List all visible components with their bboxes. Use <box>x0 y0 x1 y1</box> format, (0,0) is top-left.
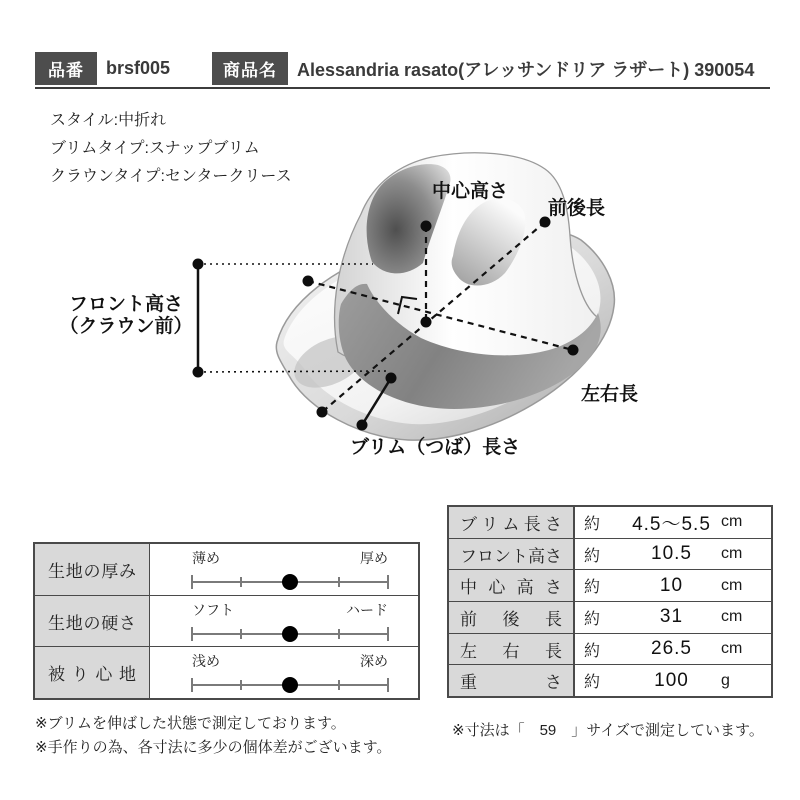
slider-min-label: 薄め <box>192 550 220 566</box>
center-height-label: 中心高さ <box>432 181 509 202</box>
left-right-length-label: 左右長 <box>581 384 639 405</box>
front-back-length-label: 前後長 <box>548 198 606 219</box>
spec-label: 左 右 長 <box>449 634 575 665</box>
spec-unit: g <box>721 671 730 689</box>
spec-measure <box>575 634 771 665</box>
slider-max-label: 深め <box>360 653 388 670</box>
slider-value-dot <box>282 626 298 642</box>
stiffness-slider <box>150 596 418 647</box>
table-row <box>449 633 771 665</box>
slider-min-label: 浅め <box>192 653 220 670</box>
spec-value: 4.5～5.5 <box>632 513 711 535</box>
slider-value-dot <box>282 677 298 693</box>
approx-prefix: 約 <box>584 579 601 597</box>
attribute-label: 生 地 の 厚 み <box>35 544 150 595</box>
spec-label: 前 後 長 <box>449 602 575 633</box>
front-height-label-line1: フロント高さ <box>68 294 183 315</box>
table-row <box>35 595 418 647</box>
item-number-badge: 品番 <box>35 52 97 85</box>
slider-max-label: ハード <box>346 601 388 618</box>
spec-value: 31 <box>659 606 684 628</box>
slider-track <box>192 574 388 590</box>
thickness-slider <box>150 544 418 595</box>
slider-value-dot <box>282 574 298 590</box>
crown-type-detail: クラウンタイプ:センタークリース <box>50 168 292 185</box>
spec-label: ブ リ ム 長 さ <box>449 507 575 538</box>
spec-value: 100 <box>654 669 689 691</box>
spec-unit: cm <box>721 576 743 594</box>
spec-value: 10 <box>659 574 684 596</box>
table-row <box>449 664 771 696</box>
spec-measure <box>575 507 771 538</box>
attribute-label: 生 地 の 硬 さ <box>35 596 150 647</box>
slider-min-label: ソフト <box>192 601 234 618</box>
fabric-attribute-table <box>33 542 420 700</box>
approx-prefix: 約 <box>584 610 601 628</box>
front-height-label <box>55 294 197 338</box>
slider-max-label: 厚め <box>360 550 388 566</box>
approx-prefix: 約 <box>584 674 601 692</box>
spec-measure <box>575 570 771 601</box>
note-handmade-variance: ※手作りの為、各寸法に多少の個体差がございます。 <box>35 739 392 756</box>
spec-measure <box>575 602 771 633</box>
note-size-basis: ※寸法は「 59 」サイズで測定しています。 <box>452 722 764 739</box>
approx-prefix: 約 <box>584 547 601 565</box>
spec-measure <box>575 665 771 696</box>
table-row <box>449 569 771 601</box>
spec-unit: cm <box>721 545 743 562</box>
table-row <box>449 507 771 538</box>
spec-unit: cm <box>721 608 743 626</box>
item-number-value: brsf005 <box>106 58 171 78</box>
product-name-value: Alessandria rasato(アレッサンドリア ラザート) 390054 <box>297 59 755 80</box>
table-row <box>35 646 418 698</box>
attribute-label: 被 り 心 地 <box>35 647 150 698</box>
note-brim-measurement: ※ブリムを伸ばした状態で測定しております。 <box>35 715 346 732</box>
front-height-label-line2: （クラウン前） <box>59 316 193 337</box>
spec-unit: cm <box>721 513 743 531</box>
spec-value: 10.5 <box>651 543 692 564</box>
brim-type-detail: ブリムタイプ:スナップブリム <box>50 140 260 157</box>
style-detail: スタイル:中折れ <box>50 112 167 129</box>
spec-label: 重 さ <box>449 665 575 696</box>
brim-length-label: ブリム（つば）長さ <box>350 437 521 458</box>
fit-depth-slider <box>150 647 418 698</box>
product-name-badge: 商品名 <box>212 52 288 85</box>
approx-prefix: 約 <box>584 642 601 660</box>
slider-track <box>192 677 388 693</box>
size-spec-table <box>447 505 773 698</box>
table-row <box>35 544 418 595</box>
spec-label: 中 心 高 さ <box>449 570 575 601</box>
spec-value: 26.5 <box>651 638 692 660</box>
spec-measure <box>575 539 771 570</box>
spec-unit: cm <box>721 640 743 658</box>
table-row <box>449 538 771 570</box>
table-row <box>449 601 771 633</box>
spec-label: フ ロ ン ト 高 さ <box>449 539 575 570</box>
slider-track <box>192 626 388 642</box>
approx-prefix: 約 <box>584 515 601 533</box>
